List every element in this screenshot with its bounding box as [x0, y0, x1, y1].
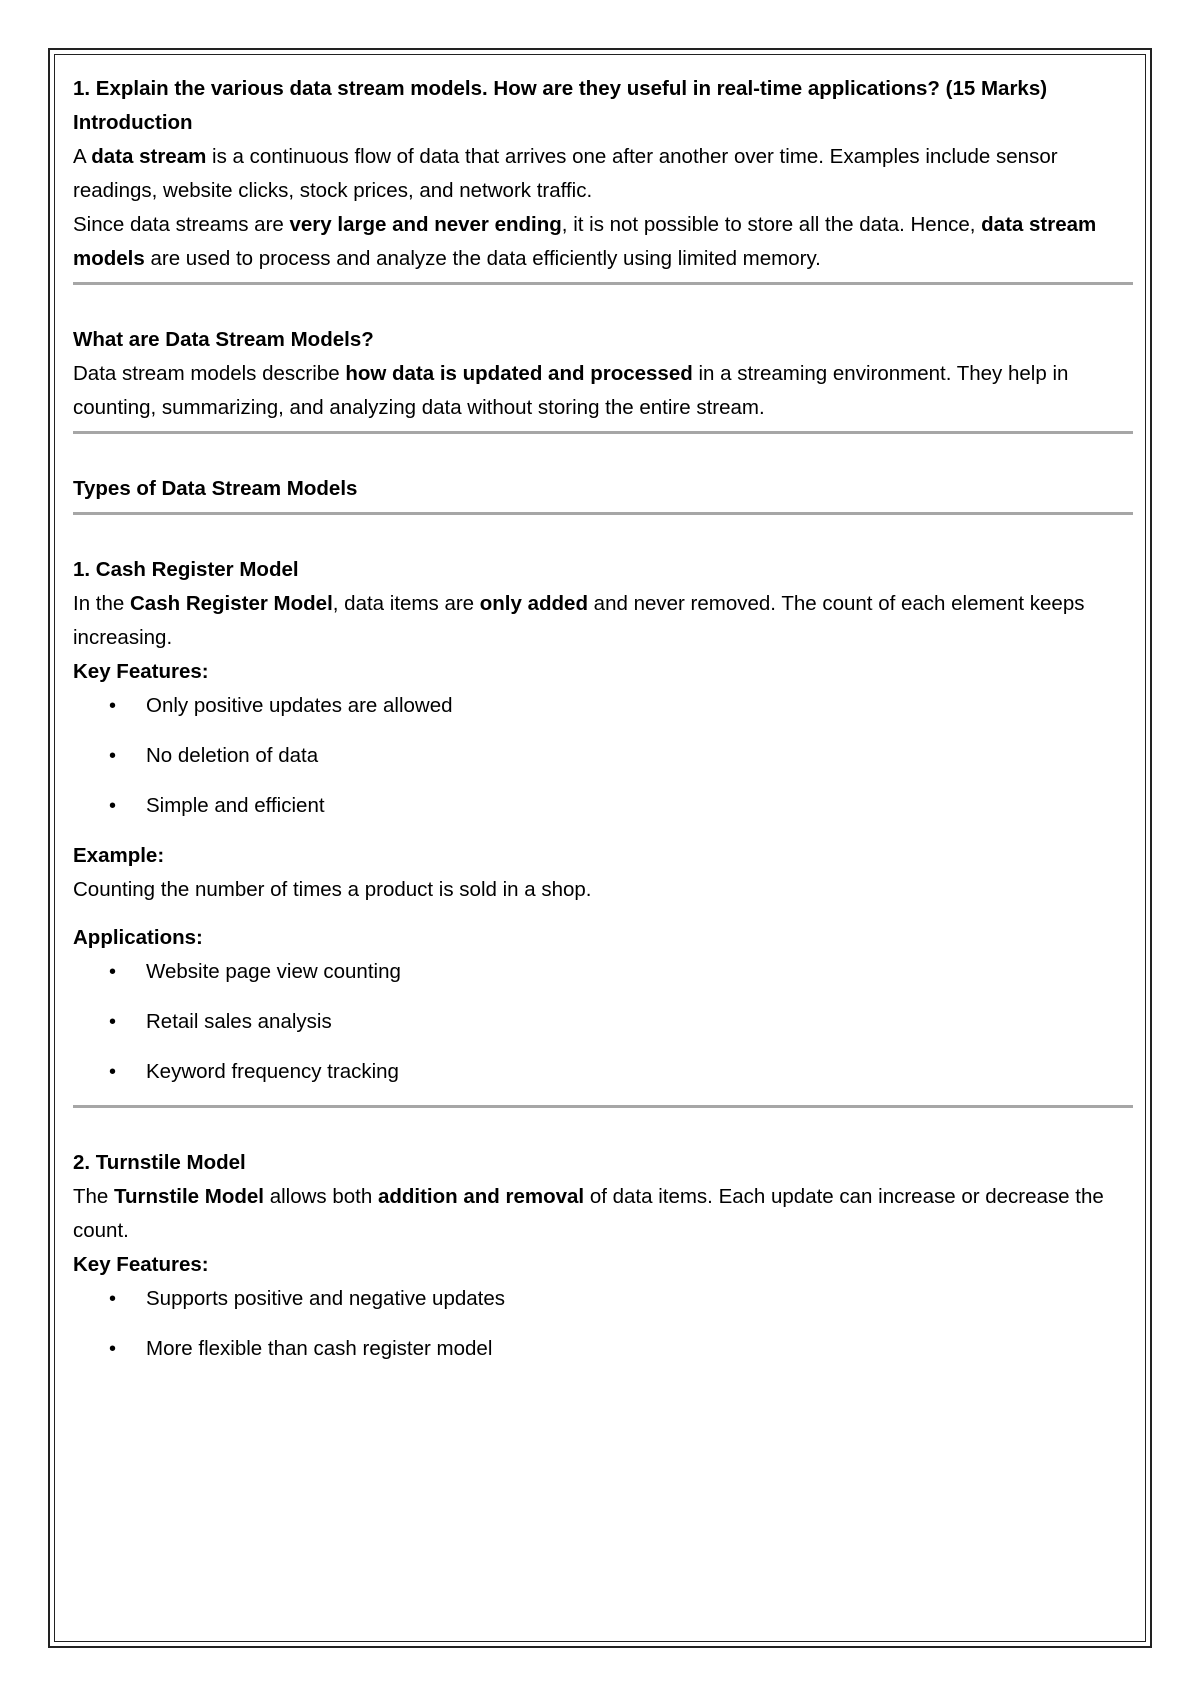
cash-register-heading: 1. Cash Register Model — [73, 558, 299, 581]
intro-heading: Introduction — [73, 111, 193, 134]
intro-paragraph-2: Since data streams are very large and never ending, it is not possible to store all the data. Hence, data stream models are used to process and analyze the data efficiently using limited memory. — [73, 213, 1097, 270]
list-item: • Only positive updates are allowed — [73, 689, 1133, 723]
bullet-icon: • — [109, 745, 117, 767]
section-divider — [73, 1105, 1133, 1108]
cash-features-list — [73, 689, 1133, 823]
intro-paragraph-1: A data stream is a continuous flow of data that arrives one after another over time. Examples include sensor readings, website clicks, stock prices, and network traffic. — [73, 145, 1058, 202]
bullet-icon: • — [109, 961, 117, 983]
bullet-icon: • — [109, 695, 117, 717]
list-item: • Supports positive and negative updates — [73, 1282, 1133, 1316]
bullet-icon: • — [109, 795, 117, 817]
section-divider — [73, 512, 1133, 515]
list-item: • More flexible than cash register model — [73, 1332, 1133, 1366]
types-heading: Types of Data Stream Models — [73, 477, 358, 500]
cash-example-label: Example: — [73, 844, 165, 867]
section-divider — [73, 282, 1133, 285]
document-body — [73, 72, 1133, 1382]
list-item: • Simple and efficient — [73, 789, 1133, 823]
list-item: • Website page view counting — [73, 955, 1133, 989]
bullet-icon: • — [109, 1338, 117, 1360]
cash-example — [73, 839, 1133, 907]
what-heading: What are Data Stream Models? — [73, 328, 374, 351]
cash-applications-label: Applications: — [73, 926, 203, 949]
section-divider — [73, 431, 1133, 434]
bullet-icon: • — [109, 1011, 117, 1033]
cash-applications-list — [73, 955, 1133, 1089]
list-item: • No deletion of data — [73, 739, 1133, 773]
turnstile-paragraph: The Turnstile Model allows both addition and removal of data items. Each update can increase or decrease the count. — [73, 1185, 1104, 1242]
bullet-icon: • — [109, 1288, 117, 1310]
turnstile-heading: 2. Turnstile Model — [73, 1151, 246, 1174]
turnstile-features-list — [73, 1282, 1133, 1366]
list-item: • Keyword frequency tracking — [73, 1055, 1133, 1089]
question-title: 1. Explain the various data stream models. How are they useful in real-time applications? (15 Marks) — [73, 77, 1048, 100]
turnstile-features-label: Key Features: — [73, 1253, 209, 1276]
cash-register-paragraph: In the Cash Register Model, data items are only added and never removed. The count of each element keeps increasing. — [73, 592, 1085, 649]
cash-example-text: Counting the number of times a product is sold in a shop. — [73, 878, 592, 901]
bullet-icon: • — [109, 1061, 117, 1083]
list-item: • Retail sales analysis — [73, 1005, 1133, 1039]
what-paragraph: Data stream models describe how data is updated and processed in a streaming environment. They help in counting, summarizing, and analyzing data without storing the entire stream. — [73, 362, 1069, 419]
cash-features-label: Key Features: — [73, 660, 209, 683]
